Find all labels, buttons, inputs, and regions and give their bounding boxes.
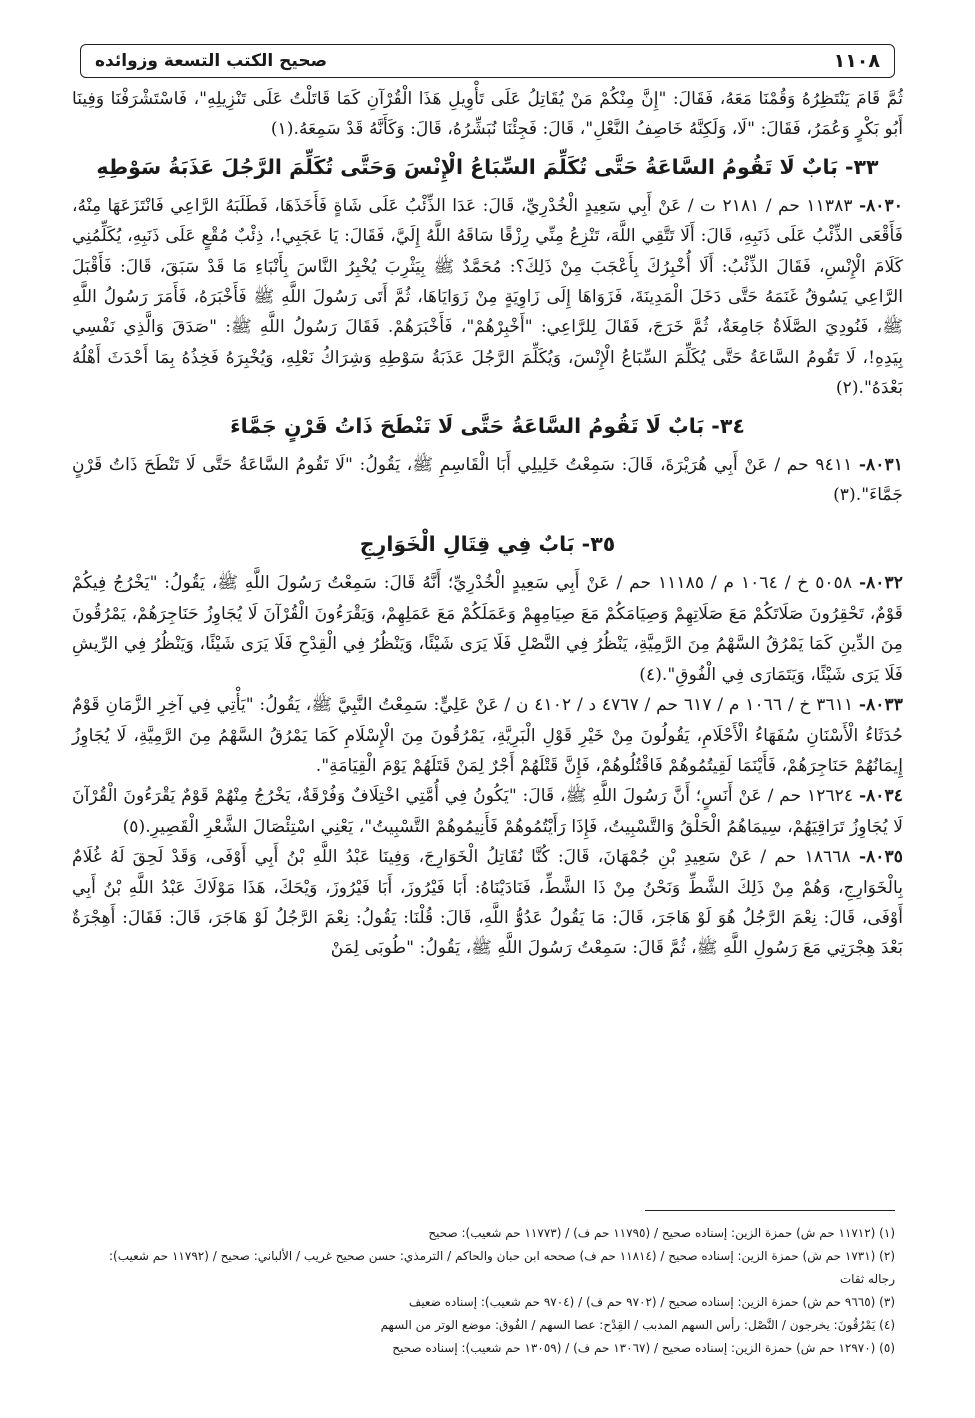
hadith-number: ٨٠٣٠-: [858, 195, 904, 216]
hadith-number: ٨٠٣٢-: [858, 573, 904, 594]
hadith-8033: [72, 690, 903, 781]
chapter-heading-35: ٣٥- بَابٌ فِي قِتَالِ الْخَوَارِجِ: [359, 532, 616, 557]
hadith-text: ٩٤١١ حم / عَنْ أَبِي هُرَيْرَةَ، قَالَ: سَمِعْتُ خَلِيلِي أَبَا الْقَاسِمِ ﷺ، يَقُولُ: "لَا تَقُومُ السَّاعَةُ حَتَّى لَا تَنْطَحَ ذَاتُ قَرْنٍ جَمَّاءَ".(٣): [72, 454, 903, 506]
hadith-8035: [72, 842, 903, 964]
hadith-text: ١٢٦٢٤ حم / عَنْ أَنَسٍ؛ أَنَّ رَسُولَ اللَّهِ ﷺ، قَالَ: "يَكُونُ فِي أُمَّتِي اخْتِلَافٌ وَفُرْقَةٌ، يَخْرُجُ مِنْهُمْ قَوْمٌ يَقْرَءُونَ الْقُرْآنَ لَا يُجَاوِزُ تَرَاقِيَهُمْ، سِيمَاهُمُ الْحَلْقُ وَالتَّسْبِيتُ، فَإِذَا رَأَيْتُمُوهُمْ فَأَنِيمُوهُمْ التَّسْبِيتُ"، يَعْنِي اسْتِئْصَالَ الشَّعْرِ الْقَصِيرِ.(٥): [72, 786, 903, 837]
hadith-number: ٨٠٣٤-: [858, 786, 904, 807]
footnote-divider: [645, 1210, 895, 1211]
hadith-8031: [72, 450, 903, 511]
footnotes: [80, 1222, 895, 1360]
hadith-number: ٨٠٣٣-: [858, 695, 903, 716]
hadith-text: ١١٣٨٣ حم / ٢١٨١ ت / عَنْ أَبِي سَعِيدٍ الْخُدْرِيِّ، قَالَ: عَدَا الذِّئْبُ عَلَى شَاةٍ فَأَخَذَهَا، فَطَلَبَهُ الرَّاعِي فَانْتَزَعَهَا مِنْهُ، فَأَقْعَى الذِّئْبُ عَلَى ذَنَبِهِ، قَالَ: أَلَا تَتَّقِي اللَّهَ، تَنْزِعُ مِنِّي رِزْقًا سَاقَهُ اللَّهُ إِلَيَّ، فَقَالَ: يَا عَجَبِي!، ذِئْبٌ مُقْعٍ عَلَى ذَنَبِهِ، يُكَلِّمُنِي كَلَامَ الْإِنْسِ، فَقَالَ الذِّئْبُ: أَلَا أُخْبِرُكَ بِأَعْجَبَ مِنْ ذَلِكَ؟: مُحَمَّدٌ ﷺ بِيَثْرِبَ يُخْبِرُ النَّاسَ بِأَنْبَاءِ مَا قَدْ سَبَقَ، قَالَ: فَأَقْبَلَ الرَّاعِي يَسُوقُ غَنَمَهُ حَتَّى دَخَلَ الْمَدِينَةَ، فَزَوَاهَا إِلَى زَاوِيَةٍ مِنْ زَوَايَاهَا، ثُمَّ أَتَى رَسُولَ اللَّهِ ﷺ فَأَخْبَرَهُ، فَأَمَرَ رَسُولُ اللَّهِ ﷺ، فَنُودِيَ الصَّلَاةُ جَامِعَةٌ، ثُمَّ خَرَجَ، فَقَالَ لِلرَّاعِي: "أَخْبِرْهُمْ"، فَأَخْبَرَهُمْ. فَقَالَ رَسُولُ اللَّهِ ﷺ: "صَدَقَ وَالَّذِي نَفْسِي بِيَدِهِ!، لَا تَقُومُ السَّاعَةُ حَتَّى يُكَلِّمَ السِّبَاعُ الْإِنْسَ، وَيُكَلِّمَ الرَّجُلَ عَذَبَةُ سَوْطِهِ وَشِرَاكُ نَعْلِهِ، وَيُخْبِرَهُ فَخِذُهُ بِمَا أَحْدَثَ أَهْلُهُ بَعْدَهُ".(٢): [72, 195, 903, 399]
intro-paragraph: ثُمَّ قَامَ يَنْتَظِرُهُ وَقُمْنَا مَعَهُ، فَقَالَ: "إِنَّ مِنْكُمْ مَنْ يُقَاتِلُ عَلَى تَأْوِيلِ هَذَا الْقُرْآنِ كَمَا قَاتَلْتُ عَلَى تَنْزِيلِهِ"، فَاسْتَشْرَفْنَا وَفِينَا أَبُو بَكْرٍ وَعُمَرُ، فَقَالَ: "لَا، وَلَكِنَّهُ خَاصِفُ النَّعْلِ"، قَالَ: فَجِئْنَا نُبَشِّرُهُ، قَالَ: وَكَأَنَّهُ قَدْ سَمِعَهُ.(١): [72, 89, 903, 140]
hadith-text: ٥٠٥٨ خ / ١٠٦٤ م / ١١١٨٥ حم / عَنْ أَبِي سَعِيدٍ الْخُدْرِيِّ؛ أَنَّهُ قَالَ: سَمِعْتُ رَسُولَ اللَّهِ ﷺ، يَقُولُ: "يَخْرُجُ فِيكُمْ قَوْمٌ، تَحْقِرُونَ صَلَاتَكُمْ مَعَ صَلَاتِهِمْ وَصِيَامَكُمْ مَعَ صِيَامِهِمْ وَعَمَلَكُمْ مَعَ عَمَلِهِمْ، وَيَقْرَءُونَ الْقُرْآنَ لَا يُجَاوِزُ حَنَاجِرَهُمْ، يَمْرُقُونَ مِنَ الدِّينِ كَمَا يَمْرُقُ السَّهْمُ مِنَ الرَّمِيَّةِ، يَنْظُرُ فِي النَّصْلِ فَلَا يَرَى شَيْئًا، وَيَنْظُرُ فِي الْقِدْحِ فَلَا يَرَى شَيْئًا، وَيَنْظُرُ فِي الرِّيشِ فَلَا يَرَى شَيْئًا، وَيَتَمَارَى فِي الْفُوقِ".(٤): [72, 573, 903, 685]
hadith-text: ٣٦١١ خ / ١٠٦٦ م / ٦١٧ حم / ٤٧٦٧ د / ٤١٠٢ ن / عَنْ عَلِيٍّ: سَمِعْتُ النَّبِيَّ ﷺ، يَقُولُ: "يَأْتِي فِي آخِرِ الزَّمَانِ قَوْمٌ حُدَثَاءُ الْأَسْنَانِ سُفَهَاءُ الْأَحْلَامِ، يَقُولُونَ مِنْ خَيْرِ قَوْلِ الْبَرِيَّةِ، يَمْرُقُونَ مِنَ الْإِسْلَامِ كَمَا يَمْرُقُ السَّهْمُ مِنَ الرَّمِيَّةِ، لَا يُجَاوِزُ إِيمَانُهُمْ حَنَاجِرَهُمْ، فَأَيْنَمَا لَقِيتُمُوهُمْ فَاقْتُلُوهُمْ، فَإِنَّ قَتْلَهُمْ أَجْرٌ لِمَنْ قَتَلَهُمْ يَوْمَ الْقِيَامَةِ".: [72, 695, 903, 776]
footnote-1: (١) (١١٧١٢ حم ش) حمزة الزين: إسناده صحيح / (١١٧٩٥ حم ف) / (١١٧٧٣ حم شعيب): صحيح: [428, 1226, 895, 1240]
page-header: [80, 44, 895, 78]
book-title: صحيح الكتب التسعة وزوائده: [95, 51, 327, 71]
hadith-number: ٨٠٣٥-: [858, 847, 904, 868]
hadith-number: ٨٠٣١-: [858, 454, 903, 475]
chapter-heading-34: ٣٤- بَابٌ لَا تَقُومُ السَّاعَةُ حَتَّى لَا تَنْطَحَ ذَاتُ قَرْنٍ جَمَّاءَ: [230, 413, 745, 438]
page-body: [72, 84, 903, 964]
footnote-2: (٢) (١٧٣١ حم ش) حمزة الزين: إسناده صحيح / (١١٨١٤ حم ف) صححه ابن حبان والحاكم / الترمذي: حسن صحيح غريب / الألباني: صحيح / (١١٧٩٢ حم شعيب): رجاله ثقات: [108, 1249, 895, 1286]
footnote-4: (٤) يَمْرُقُونَ: يخرجون / النَّصْل: رأس السهم المدبب / القِدْح: عصا السهم / الفُوق: موضع الوتر من السهم: [380, 1318, 895, 1332]
hadith-8032: [72, 568, 903, 690]
hadith-8034: [72, 781, 903, 842]
chapter-heading-33: ٣٣- بَابٌ لَا تَقُومُ السَّاعَةُ حَتَّى تُكَلِّمَ السِّبَاعُ الْإِنْسَ وَحَتَّى تُكَلِّمَ الرَّجُلَ عَذَبَةُ سَوْطِهِ: [96, 154, 879, 179]
footnote-5: (٥) (١٢٩٧٠ حم ش) حمزة الزين: إسناده صحيح / (١٣٠٦٧ حم ف) / (١٣٠٥٩ حم شعيب): إسناده صحيح: [392, 1341, 895, 1355]
hadith-8030: [72, 191, 903, 404]
hadith-text: ١٨٦٦٨ حم / عَنْ سَعِيدِ بْنِ جُمْهَانَ، قَالَ: كُنَّا نُقَاتِلُ الْخَوَارِجَ، وَفِينَا عَبْدُ اللَّهِ بْنُ أَبِي أَوْفَى، وَقَدْ لَحِقَ لَهُ غُلَامٌ بِالْخَوَارِجِ، وَهُمْ مِنْ ذَلِكَ الشَّطِّ وَنَحْنُ مِنْ ذَا الشَّطِّ، فَنَادَيْنَاهُ: أَبَا فَيْرُوزَ، أَبَا فَيْرُوزَ، وَيْحَكَ، هَذَا مَوْلَاكَ عَبْدُ اللَّهِ بْنُ أَبِي أَوْفَى، قَالَ: نِعْمَ الرَّجُلُ هُوَ لَوْ هَاجَرَ، قَالَ: مَا يَقُولُ عَدُوُّ اللَّهِ، قَالَ: قُلْنَا: يَقُولُ: نِعْمَ الرَّجُلُ لَوْ هَاجَرَ، قَالَ: فَقَالَ: أَهِجْرَةٌ بَعْدَ هِجْرَتِي مَعَ رَسُولِ اللَّهِ ﷺ، ثُمَّ قَالَ: سَمِعْتُ رَسُولَ اللَّهِ ﷺ، يَقُولُ: "طُوبَى لِمَنْ: [72, 847, 903, 959]
page-number: ١١٠٨: [833, 50, 880, 72]
footnote-3: (٣) (٩٦٦٥ حم ش) حمزة الزين: إسناده صحيح / (٩٧٠٢ حم ف) / (٩٧٠٤ حم شعيب): إسناده ضعيف: [408, 1295, 895, 1309]
